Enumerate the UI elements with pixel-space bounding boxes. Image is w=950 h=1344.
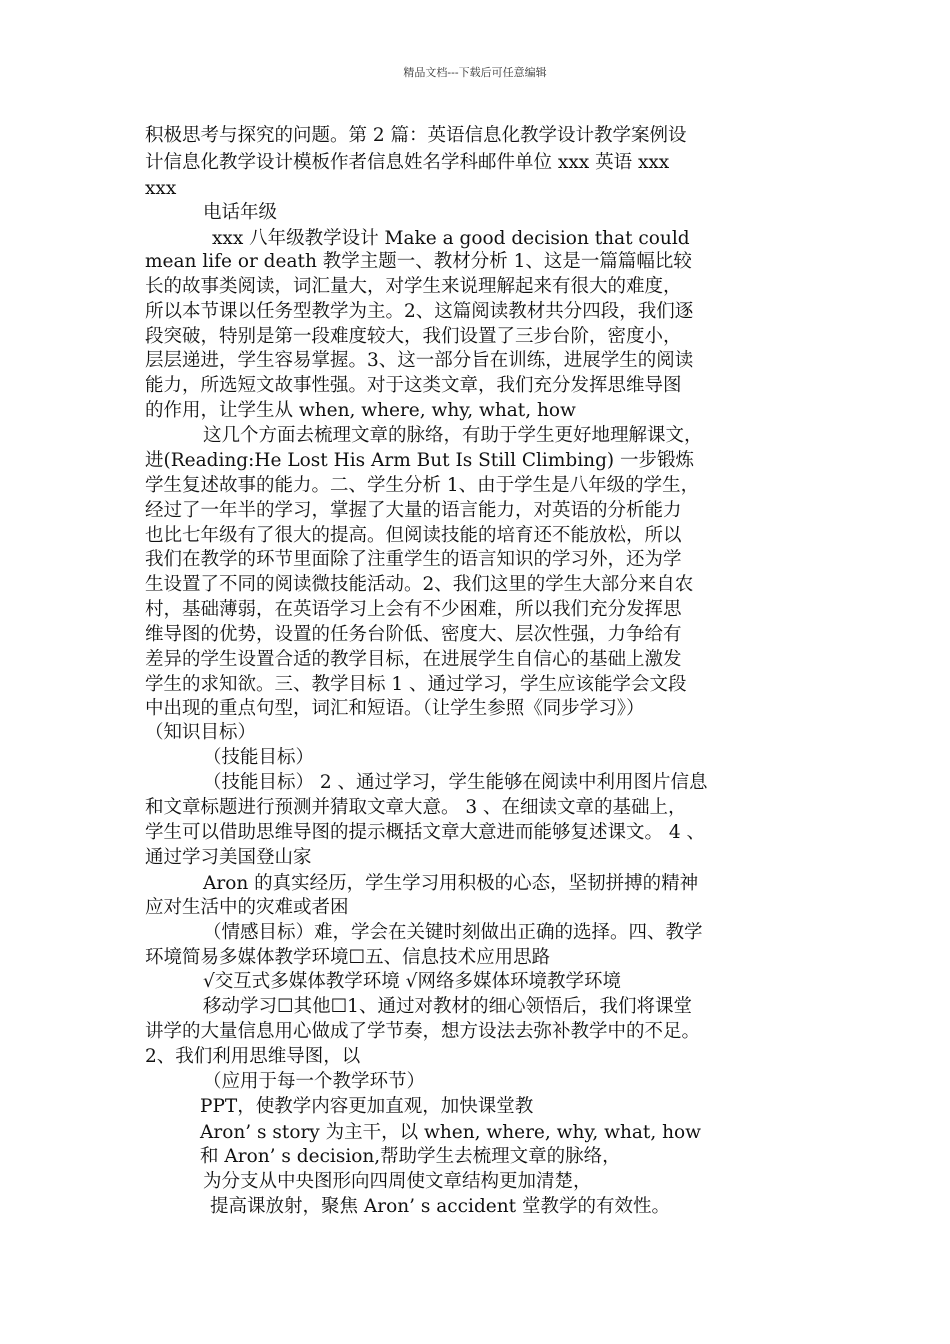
text-line: xxx 八年级教学设计 Make a good decision that could xyxy=(212,228,690,249)
text-line: 段突破，特别是第一段难度较大，我们设置了三步台阶，密度小， xyxy=(145,326,682,347)
text-line: 维导图的优势，设置的任务台阶低、密度大、层次性强，力争给有 xyxy=(145,624,682,645)
text-line: （知识目标） xyxy=(145,722,257,743)
text-line: 环境简易多媒体教学环境☐五、信息技术应用思路 xyxy=(145,947,551,968)
text-line: Aron 的真实经历，学生学习用积极的心态，坚韧拼搏的精神 xyxy=(203,873,699,894)
text-line: 积极思考与探究的问题。第 2 篇：英语信息化教学设计教学案例设 xyxy=(145,125,687,146)
text-line: 的作用，让学生从 when, where, why, what, how xyxy=(145,400,576,421)
text-line: 电话年级 xyxy=(203,202,278,223)
text-line: 通过学习美国登山家 xyxy=(145,847,312,868)
text-line: 经过了一年半的学习，掌握了大量的语言能力，对英语的分析能力 xyxy=(145,500,682,521)
text-line: 应对生活中的灾难或者困 xyxy=(145,897,349,918)
text-line: 学生可以借助思维导图的提示概括文章大意进而能够复述课文。 4 、 xyxy=(145,822,706,843)
text-line: 讲学的大量信息用心做成了学节奏，想方设法去弥补教学中的不足。 xyxy=(145,1021,701,1042)
text-line: 差异的学生设置合适的教学目标，在进展学生自信心的基础上激发 xyxy=(145,649,682,670)
text-line: Aron’ s story 为主干，以 when, where, why, what, how xyxy=(200,1122,702,1143)
text-line: 2、我们利用思维导图，以 xyxy=(145,1046,361,1067)
text-line: （情感目标）难，学会在关键时刻做出正确的选择。四、教学 xyxy=(203,922,703,943)
text-line: （应用于每一个教学环节） xyxy=(203,1071,426,1092)
text-line: 我们在教学的环节里面除了注重学生的语言知识的学习外，还为学 xyxy=(145,549,682,570)
text-line: 也比七年级有了很大的提高。但阅读技能的培育还不能放松，所以 xyxy=(145,525,682,546)
text-line: PPT，使教学内容更加直观，加快课堂教 xyxy=(200,1096,534,1117)
text-line: 层层递进，学生容易掌握。3、这一部分旨在训练，进展学生的阅读 xyxy=(145,350,694,371)
text-line: xxx xyxy=(145,178,177,199)
text-line: mean life or death 教学主题一、教材分析 1、这是一篇篇幅比较 xyxy=(145,251,692,272)
text-line: 中出现的重点句型，词汇和短语。（让学生参照《同步学习》） xyxy=(145,698,645,719)
text-line: 村，基础薄弱，在英语学习上会有不少困难，所以我们充分发挥思 xyxy=(145,599,682,620)
text-line: √交互式多媒体教学环境 √网络多媒体环境教学环境 xyxy=(203,971,621,992)
text-line: 提高课放射，聚焦 Aron’ s accident 堂教学的有效性。 xyxy=(210,1196,670,1217)
text-line: 生设置了不同的阅读微技能活动。2、我们这里的学生大部分来自农 xyxy=(145,574,694,595)
text-line: 和文章标题进行预测并猜取文章大意。 3 、在细读文章的基础上， xyxy=(145,797,687,818)
text-line: 移动学习☐其他☐1、通过对教材的细心领悟后，我们将课堂 xyxy=(203,996,692,1017)
text-line: 为分支从中央图形向四周使文章结构更加清楚， xyxy=(203,1171,592,1192)
text-line: （技能目标） xyxy=(203,747,315,768)
text-line: 计信息化教学设计模板作者信息姓名学科邮件单位 xxx 英语 xxx xyxy=(145,152,670,173)
text-line: 学生的求知欲。三、教学目标 1 、通过学习，学生应该能学会文段 xyxy=(145,674,687,695)
text-line: 长的故事类阅读，词汇量大，对学生来说理解起来有很大的难度， xyxy=(145,276,682,297)
text-line: （技能目标） 2 、通过学习，学生能够在阅读中利用图片信息 xyxy=(203,772,708,793)
text-line: 这几个方面去梳理文章的脉络，有助于学生更好地理解课文， xyxy=(203,425,703,446)
text-line: 能力，所选短文故事性强。对于这类文章，我们充分发挥思维导图 xyxy=(145,375,682,396)
text-line: 学生复述故事的能力。二、学生分析 1、由于学生是八年级的学生， xyxy=(145,475,700,496)
text-line: 所以本节课以任务型教学为主。2、这篇阅读教材共分四段，我们逐 xyxy=(145,301,694,322)
text-line: 进(Reading:He Lost His Arm But Is Still Climbing) 一步锻炼 xyxy=(145,450,695,471)
page-header: 精品文档---下载后可任意编辑 xyxy=(403,66,547,79)
text-line: 和 Aron’ s decision,帮助学生去梳理文章的脉络， xyxy=(200,1146,621,1167)
